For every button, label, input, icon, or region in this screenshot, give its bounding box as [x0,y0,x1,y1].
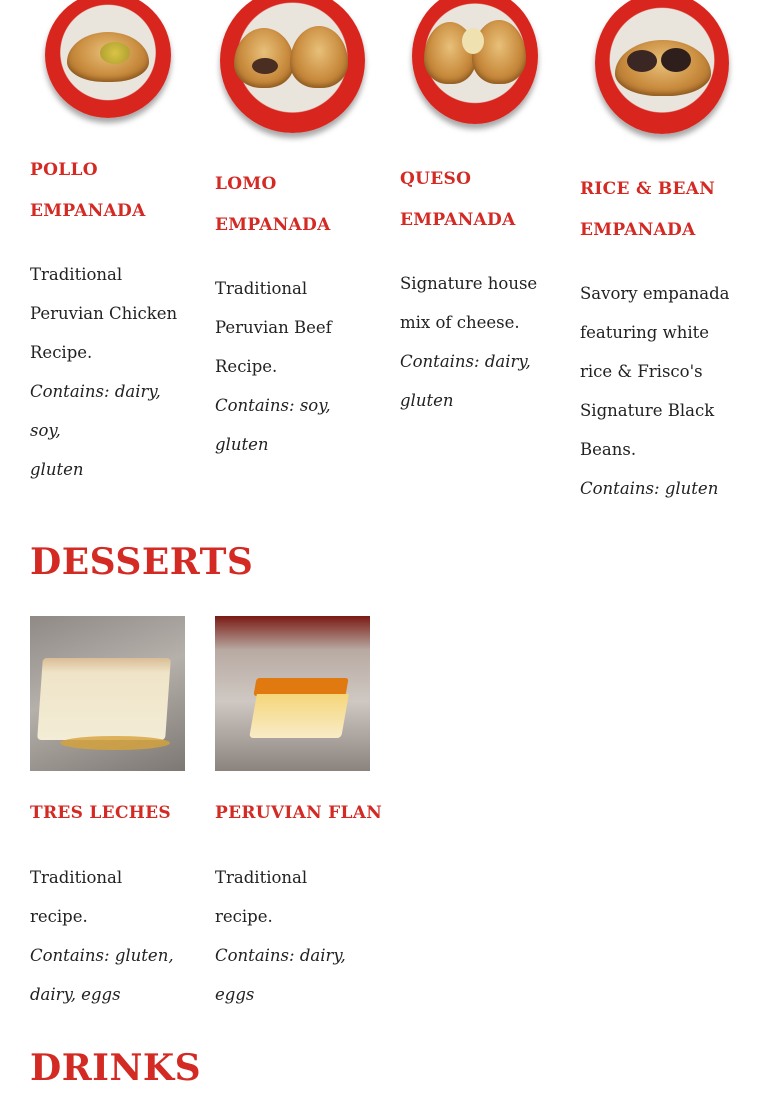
allergen-info: Contains: dairy, soy, [30,382,161,440]
item-description: Signature house mix of cheese. Contains: dairy, gluten [400,274,538,410]
peruvian-flan-photo [215,616,370,771]
section-heading-drinks: DRINKS [30,1047,202,1089]
allergen-info: Contains: gluten [580,479,719,498]
queso-empanada-photo [412,0,538,124]
section-heading-desserts: DESSERTS [30,541,254,583]
lomo-empanada-photo [220,0,365,133]
allergen-info: Contains: dairy, [215,946,346,965]
allergen-info: Contains: soy, gluten [215,396,331,454]
tres-leches-photo [30,616,185,771]
item-description: Traditional recipe. Contains: gluten, dairy, eggs [30,868,174,1004]
item-title: RICE & BEAN EMPANADA [580,179,716,240]
item-title: TRES LECHES [30,803,171,823]
item-description: Traditional Peruvian Beef Recipe. Contains: soy, gluten [215,279,332,454]
item-title: LOMO EMPANADA [215,174,331,235]
pollo-empanada-photo [45,0,171,118]
allergen-info: Contains: dairy, [400,352,531,371]
item-title: QUESO EMPANADA [400,169,516,230]
allergen-info: Contains: gluten, [30,946,174,965]
item-title: PERUVIAN FLAN [215,803,383,823]
item-description: Traditional Peruvian Chicken Recipe. Contains: dairy, soy, gluten [30,265,178,479]
item-description: Savory empanada featuring white rice & Frisco's Signature Black Beans. Contains: gluten [580,284,730,498]
item-description: Traditional recipe. Contains: dairy, eggs [215,868,346,1004]
rice-bean-empanada-photo [595,0,729,134]
item-title: POLLO EMPANADA [30,160,146,221]
